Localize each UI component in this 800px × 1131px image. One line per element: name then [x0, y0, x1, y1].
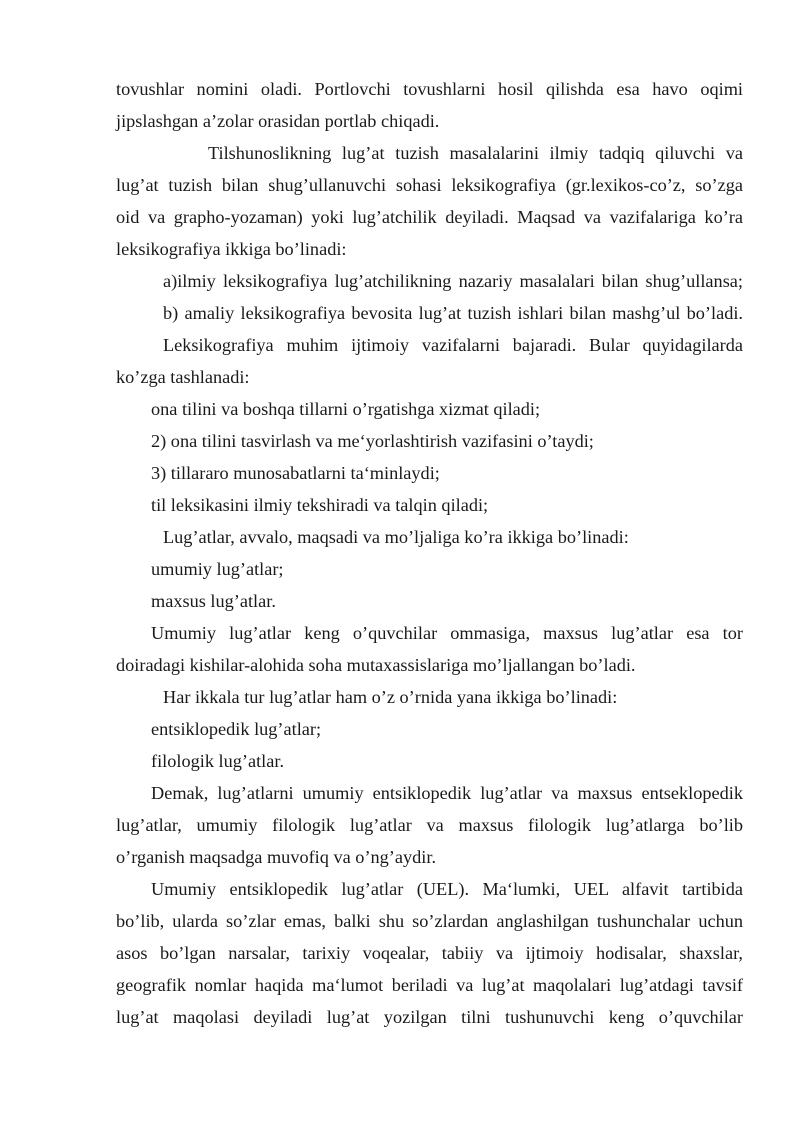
list-item-3: 3) tillararo munosabatlarni ta‘minlaydi; [151, 463, 440, 483]
list-item-1: ona tilini va boshqa tillarni o’rgatishga xizmat qiladi; [151, 399, 541, 419]
text-line-15: Lug’atlar, avvalo, maqsadi va mo’ljaliga ko’ra ikkiga bo’linadi: [163, 527, 629, 547]
list-item-encyclopedic: entsiklopedik lug’atlar; [151, 719, 322, 739]
list-item-b: b) amaliy leksikografiya bevosita lug’at tuzish ishlari bilan mashg’ul bo’ladi. [163, 303, 743, 323]
paragraph-heading-line: Tilshunoslikning lug’at tuzish masalalarini ilmiy tadqiq qiluvchi va [208, 143, 743, 163]
text-line-24: lug’atlar, umumiy filologik lug’atlar va maxsus filologik lug’atlarga bo’lib [116, 815, 743, 835]
text-line-1: tovushlar nomini oladi. Portlovchi tovushlarni hosil qilishda esa havo oqimi [116, 79, 743, 99]
text-line-19: doiradagi kishilar-alohida soha mutaxassislariga mo’ljallangan bo’ladi. [116, 655, 636, 675]
text-line-23: Demak, lug’atlarni umumiy entsiklopedik lug’atlar va maxsus entseklopedik [151, 783, 743, 803]
text-line-30: lug’at maqolasi deyiladi lug’at yozilgan tilni tushunuvchi keng o’quvchilar [116, 1007, 743, 1027]
list-item-philological: filologik lug’atlar. [151, 751, 285, 771]
text-line-25: o’rganish maqsadga muvofiq va o’ng’aydir. [116, 847, 437, 867]
list-item-general: umumiy lug’atlar; [151, 559, 284, 579]
text-line-18: Umumiy lug’atlar keng o’quvchilar ommasiga, maxsus lug’atlar esa tor [151, 623, 743, 643]
text-line-4: lug’at tuzish bilan shug’ullanuvchi sohasi leksikografiya (gr.lexikos-co’z, so’zga [116, 175, 743, 195]
text-line-26: Umumiy entsiklopedik lug’atlar (UEL). Ma‘lumki, UEL alfavit tartibida [151, 879, 743, 899]
list-item-a: a)ilmiy leksikografiya lug’atchilikning nazariy masalalari bilan shug’ullansa; [163, 271, 743, 291]
text-line-28: asos bo’lgan narsalar, tarixiy voqealar, tabiiy va ijtimoiy hodisalar, shaxslar, [116, 943, 743, 963]
text-line-2: jipslashgan a’zolar orasidan portlab chiqadi. [116, 111, 440, 131]
list-item-4: til leksikasini ilmiy tekshiradi va talqin qiladi; [151, 495, 489, 515]
list-item-special: maxsus lug’atlar. [151, 591, 276, 611]
text-line-27: bo’lib, ularda so’zlar emas, balki shu so’zlardan anglashilgan tushunchalar uchun [116, 911, 743, 931]
text-line-5: oid va grapho-yozaman) yoki lug’atchilik deyiladi. Maqsad va vazifalariga ko’ra [116, 207, 743, 227]
text-line-10: ko’zga tashlanadi: [116, 367, 250, 387]
list-item-2: 2) ona tilini tasvirlash va me‘yorlashtirish vazifasini o’taydi; [151, 431, 594, 451]
text-line-9: Leksikografiya muhim ijtimoiy vazifalarni bajaradi. Bular quyidagilarda [163, 335, 743, 355]
text-line-6: leksikografiya ikkiga bo’linadi: [116, 239, 347, 259]
text-line-20: Har ikkala tur lug’atlar ham o’z o’rnida yana ikkiga bo’linadi: [163, 687, 618, 707]
text-line-29: geografik nomlar haqida ma‘lumot beriladi va lug’at maqolalari lug’atdagi tavsif [116, 975, 743, 995]
